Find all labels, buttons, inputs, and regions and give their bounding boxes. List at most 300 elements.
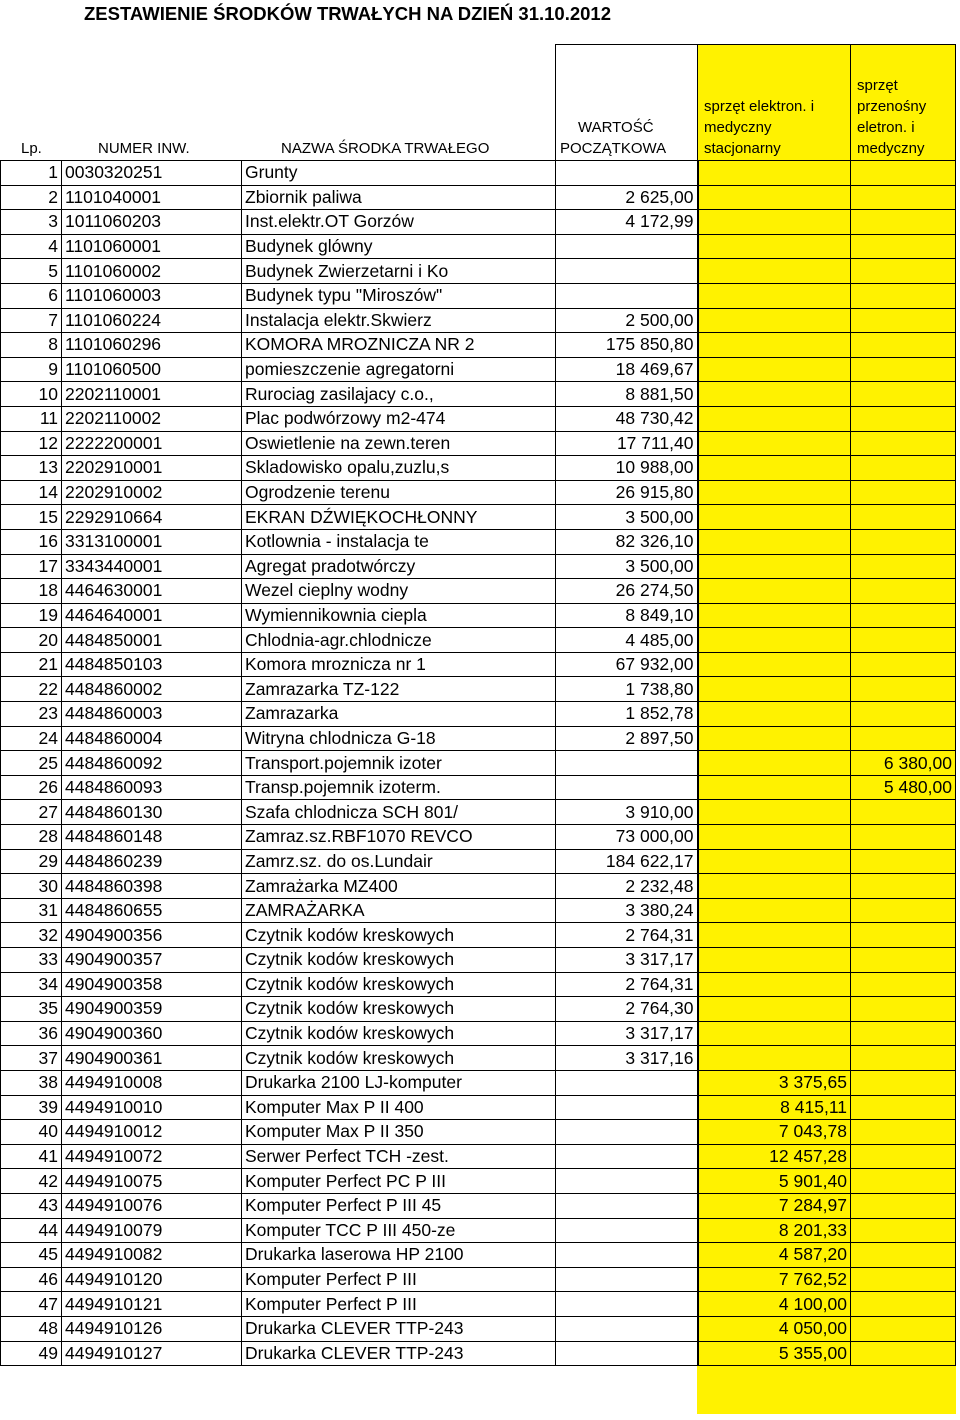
- row-lp: 6: [1, 283, 62, 308]
- row-lp: 4: [1, 234, 62, 259]
- row-portable-value: [851, 283, 956, 308]
- row-nazwa: Komputer Perfect P III: [242, 1267, 556, 1292]
- table-row: [1, 382, 956, 407]
- table-row: [1, 210, 956, 235]
- row-portable-value: [851, 529, 956, 554]
- row-wartosc: [556, 1095, 698, 1120]
- row-lp: 43: [1, 1193, 62, 1218]
- row-numer: 4484860004: [62, 726, 242, 751]
- row-numer: 2202910001: [62, 456, 242, 481]
- row-nazwa: Zamrazarka: [242, 702, 556, 727]
- row-stationary-value: [698, 825, 851, 850]
- row-nazwa: Zamrz.sz. do os.Lundair: [242, 849, 556, 874]
- row-stationary-value: [698, 775, 851, 800]
- row-stationary-value: [698, 948, 851, 973]
- row-wartosc: [556, 259, 698, 284]
- row-nazwa: Drukarka CLEVER TTP-243: [242, 1341, 556, 1366]
- row-portable-value: [851, 1193, 956, 1218]
- row-wartosc: 4 485,00: [556, 628, 698, 653]
- row-numer: 1101040001: [62, 185, 242, 210]
- row-numer: 0030320251: [62, 161, 242, 186]
- row-stationary-value: [698, 382, 851, 407]
- row-lp: 45: [1, 1243, 62, 1268]
- row-wartosc: [556, 234, 698, 259]
- row-lp: 32: [1, 923, 62, 948]
- row-portable-value: [851, 259, 956, 284]
- row-nazwa: Witryna chlodnicza G-18: [242, 726, 556, 751]
- row-numer: 1101060002: [62, 259, 242, 284]
- row-wartosc: 3 500,00: [556, 505, 698, 530]
- row-numer: 4494910127: [62, 1341, 242, 1366]
- table-row: [1, 1316, 956, 1341]
- row-portable-value: [851, 628, 956, 653]
- row-portable-value: [851, 1316, 956, 1341]
- row-stationary-value: 8 415,11: [698, 1095, 851, 1120]
- row-lp: 33: [1, 948, 62, 973]
- row-wartosc: 3 317,16: [556, 1046, 698, 1071]
- header-wartosc-1: WARTOŚĆ: [578, 119, 654, 136]
- row-nazwa: Czytnik kodów kreskowych: [242, 1021, 556, 1046]
- row-portable-value: [851, 308, 956, 333]
- row-lp: 21: [1, 652, 62, 677]
- row-wartosc: 2 764,31: [556, 923, 698, 948]
- row-stationary-value: [698, 652, 851, 677]
- table-row: [1, 628, 956, 653]
- row-nazwa: Wymiennikownia ciepla: [242, 603, 556, 628]
- table-row: [1, 333, 956, 358]
- row-lp: 11: [1, 406, 62, 431]
- row-numer: 1101060001: [62, 234, 242, 259]
- row-nazwa: Agregat pradotwórczy: [242, 554, 556, 579]
- table-row: [1, 948, 956, 973]
- table-row: [1, 1070, 956, 1095]
- table-row: [1, 1021, 956, 1046]
- row-nazwa: Inst.elektr.OT Gorzów: [242, 210, 556, 235]
- row-stationary-value: [698, 283, 851, 308]
- row-stationary-value: [698, 505, 851, 530]
- header-col1-line1: sprzęt elektron. i: [704, 98, 815, 115]
- row-wartosc: 184 622,17: [556, 849, 698, 874]
- row-portable-value: [851, 1267, 956, 1292]
- row-portable-value: [851, 997, 956, 1022]
- table-row: [1, 456, 956, 481]
- row-lp: 39: [1, 1095, 62, 1120]
- row-wartosc: 2 764,30: [556, 997, 698, 1022]
- row-portable-value: [851, 1243, 956, 1268]
- row-numer: 4484860655: [62, 898, 242, 923]
- table-row: [1, 161, 956, 186]
- table-row: [1, 1218, 956, 1243]
- row-wartosc: [556, 1341, 698, 1366]
- row-portable-value: [851, 948, 956, 973]
- row-nazwa: Komputer Perfect P III 45: [242, 1193, 556, 1218]
- row-lp: 12: [1, 431, 62, 456]
- row-lp: 5: [1, 259, 62, 284]
- row-numer: 4494910121: [62, 1292, 242, 1317]
- row-wartosc: 3 500,00: [556, 554, 698, 579]
- header-divider: [955, 44, 956, 160]
- header-wartosc-2: POCZĄTKOWA: [560, 140, 667, 157]
- row-nazwa: Zbiornik paliwa: [242, 185, 556, 210]
- row-lp: 29: [1, 849, 62, 874]
- table-row: [1, 185, 956, 210]
- row-wartosc: 67 932,00: [556, 652, 698, 677]
- row-lp: 14: [1, 480, 62, 505]
- table-row: [1, 357, 956, 382]
- row-wartosc: [556, 1070, 698, 1095]
- row-lp: 40: [1, 1120, 62, 1145]
- row-wartosc: 17 711,40: [556, 431, 698, 456]
- row-wartosc: 26 915,80: [556, 480, 698, 505]
- row-nazwa: ZAMRAŻARKA: [242, 898, 556, 923]
- row-nazwa: Czytnik kodów kreskowych: [242, 923, 556, 948]
- row-nazwa: Grunty: [242, 161, 556, 186]
- row-stationary-value: 7 284,97: [698, 1193, 851, 1218]
- row-wartosc: 2 500,00: [556, 308, 698, 333]
- row-numer: 4904900358: [62, 972, 242, 997]
- table-row: [1, 972, 956, 997]
- row-portable-value: [851, 234, 956, 259]
- row-wartosc: [556, 1267, 698, 1292]
- row-numer: 1101060500: [62, 357, 242, 382]
- row-wartosc: 2 764,31: [556, 972, 698, 997]
- row-stationary-value: [698, 406, 851, 431]
- row-lp: 38: [1, 1070, 62, 1095]
- row-stationary-value: [698, 603, 851, 628]
- row-wartosc: 8 849,10: [556, 603, 698, 628]
- row-nazwa: Szafa chlodnicza SCH 801/: [242, 800, 556, 825]
- row-lp: 22: [1, 677, 62, 702]
- table-row: [1, 283, 956, 308]
- row-wartosc: [556, 1316, 698, 1341]
- row-stationary-value: 7 043,78: [698, 1120, 851, 1145]
- table-row: [1, 406, 956, 431]
- row-wartosc: 82 326,10: [556, 529, 698, 554]
- row-numer: 4494910010: [62, 1095, 242, 1120]
- row-lp: 23: [1, 702, 62, 727]
- row-portable-value: [851, 677, 956, 702]
- row-stationary-value: 5 901,40: [698, 1169, 851, 1194]
- row-nazwa: Serwer Perfect TCH -zest.: [242, 1144, 556, 1169]
- row-stationary-value: [698, 997, 851, 1022]
- row-lp: 16: [1, 529, 62, 554]
- row-portable-value: [851, 357, 956, 382]
- row-numer: 1101060003: [62, 283, 242, 308]
- row-lp: 20: [1, 628, 62, 653]
- row-nazwa: Budynek glówny: [242, 234, 556, 259]
- row-numer: 4484860148: [62, 825, 242, 850]
- row-lp: 30: [1, 874, 62, 899]
- table-row: [1, 702, 956, 727]
- row-lp: 26: [1, 775, 62, 800]
- row-wartosc: [556, 751, 698, 776]
- table-row: [1, 775, 956, 800]
- table-row: [1, 923, 956, 948]
- table-row: [1, 898, 956, 923]
- row-wartosc: 48 730,42: [556, 406, 698, 431]
- row-wartosc: [556, 1193, 698, 1218]
- row-lp: 37: [1, 1046, 62, 1071]
- row-lp: 18: [1, 579, 62, 604]
- row-portable-value: [851, 1144, 956, 1169]
- table-row: [1, 1095, 956, 1120]
- row-stationary-value: [698, 234, 851, 259]
- row-stationary-value: [698, 357, 851, 382]
- row-nazwa: EKRAN DŹWIĘKOCHŁONNY: [242, 505, 556, 530]
- row-nazwa: Wezel cieplny wodny: [242, 579, 556, 604]
- row-wartosc: 175 850,80: [556, 333, 698, 358]
- row-wartosc: [556, 1120, 698, 1145]
- row-stationary-value: [698, 800, 851, 825]
- row-numer: 1101060224: [62, 308, 242, 333]
- row-lp: 2: [1, 185, 62, 210]
- row-stationary-value: [698, 677, 851, 702]
- row-portable-value: [851, 1341, 956, 1366]
- page-title: ZESTAWIENIE ŚRODKÓW TRWAŁYCH NA DZIEŃ 31.10.2012: [84, 3, 611, 24]
- row-numer: 4494910120: [62, 1267, 242, 1292]
- table-row: [1, 677, 956, 702]
- table-row: [1, 1193, 956, 1218]
- row-nazwa: Plac podwórzowy m2-474: [242, 406, 556, 431]
- row-portable-value: [851, 603, 956, 628]
- row-lp: 28: [1, 825, 62, 850]
- row-numer: 4494910072: [62, 1144, 242, 1169]
- row-wartosc: 8 881,50: [556, 382, 698, 407]
- row-stationary-value: [698, 529, 851, 554]
- row-stationary-value: [698, 751, 851, 776]
- table-row: [1, 308, 956, 333]
- row-stationary-value: [698, 579, 851, 604]
- row-numer: 1101060296: [62, 333, 242, 358]
- row-lp: 1: [1, 161, 62, 186]
- row-lp: 31: [1, 898, 62, 923]
- row-portable-value: [851, 874, 956, 899]
- row-numer: 4494910126: [62, 1316, 242, 1341]
- row-stationary-value: 3 375,65: [698, 1070, 851, 1095]
- row-numer: 4904900359: [62, 997, 242, 1022]
- row-numer: 2292910664: [62, 505, 242, 530]
- row-portable-value: [851, 1218, 956, 1243]
- table-row: [1, 652, 956, 677]
- row-portable-value: [851, 480, 956, 505]
- row-stationary-value: [698, 726, 851, 751]
- row-numer: 4904900356: [62, 923, 242, 948]
- row-nazwa: Zamrażarka MZ400: [242, 874, 556, 899]
- row-portable-value: [851, 800, 956, 825]
- row-stationary-value: 8 201,33: [698, 1218, 851, 1243]
- table-row: [1, 529, 956, 554]
- header-lp: Lp.: [21, 140, 42, 157]
- row-nazwa: Rurociag zasilajacy c.o.,: [242, 382, 556, 407]
- row-wartosc: 73 000,00: [556, 825, 698, 850]
- row-stationary-value: [698, 431, 851, 456]
- row-lp: 34: [1, 972, 62, 997]
- row-wartosc: [556, 283, 698, 308]
- row-numer: 4494910076: [62, 1193, 242, 1218]
- row-stationary-value: [698, 702, 851, 727]
- table-row: [1, 1144, 956, 1169]
- row-wartosc: 4 172,99: [556, 210, 698, 235]
- row-numer: 4494910079: [62, 1218, 242, 1243]
- row-numer: 4484860092: [62, 751, 242, 776]
- row-numer: 4494910012: [62, 1120, 242, 1145]
- row-nazwa: Komputer Max P II 350: [242, 1120, 556, 1145]
- row-lp: 8: [1, 333, 62, 358]
- row-nazwa: Drukarka 2100 LJ-komputer: [242, 1070, 556, 1095]
- row-lp: 49: [1, 1341, 62, 1366]
- row-nazwa: Transport.pojemnik izoter: [242, 751, 556, 776]
- row-nazwa: Kotlownia - instalacja te: [242, 529, 556, 554]
- row-portable-value: [851, 210, 956, 235]
- row-numer: 4484860002: [62, 677, 242, 702]
- row-wartosc: 26 274,50: [556, 579, 698, 604]
- row-stationary-value: [698, 185, 851, 210]
- table-row: [1, 1267, 956, 1292]
- row-lp: 41: [1, 1144, 62, 1169]
- row-wartosc: 2 897,50: [556, 726, 698, 751]
- row-wartosc: 3 380,24: [556, 898, 698, 923]
- header-divider: [850, 44, 851, 160]
- row-numer: 4904900361: [62, 1046, 242, 1071]
- row-numer: 1011060203: [62, 210, 242, 235]
- row-nazwa: Czytnik kodów kreskowych: [242, 1046, 556, 1071]
- row-lp: 10: [1, 382, 62, 407]
- row-numer: 2202910002: [62, 480, 242, 505]
- assets-table-body: [1, 161, 956, 1366]
- row-nazwa: Instalacja elektr.Skwierz: [242, 308, 556, 333]
- row-stationary-value: [698, 210, 851, 235]
- header-col2-line1: sprzęt: [857, 77, 898, 94]
- header-col2-line3: eletron. i: [857, 119, 915, 136]
- row-wartosc: 3 317,17: [556, 1021, 698, 1046]
- row-numer: 4484860398: [62, 874, 242, 899]
- row-nazwa: Budynek Zwierzetarni i Ko: [242, 259, 556, 284]
- row-numer: 3313100001: [62, 529, 242, 554]
- row-portable-value: [851, 1070, 956, 1095]
- row-wartosc: 1 738,80: [556, 677, 698, 702]
- row-numer: 4464630001: [62, 579, 242, 604]
- row-stationary-value: [698, 972, 851, 997]
- row-portable-value: [851, 431, 956, 456]
- row-wartosc: [556, 1218, 698, 1243]
- row-wartosc: 2 232,48: [556, 874, 698, 899]
- row-stationary-value: [698, 161, 851, 186]
- table-row: [1, 1169, 956, 1194]
- row-nazwa: Skladowisko opalu,zuzlu,s: [242, 456, 556, 481]
- row-lp: 9: [1, 357, 62, 382]
- table-row: [1, 825, 956, 850]
- row-wartosc: [556, 1292, 698, 1317]
- row-nazwa: Budynek typu "Miroszów": [242, 283, 556, 308]
- row-portable-value: [851, 972, 956, 997]
- row-lp: 15: [1, 505, 62, 530]
- row-lp: 27: [1, 800, 62, 825]
- row-lp: 42: [1, 1169, 62, 1194]
- row-lp: 46: [1, 1267, 62, 1292]
- row-lp: 47: [1, 1292, 62, 1317]
- row-stationary-value: [698, 628, 851, 653]
- row-stationary-value: [698, 898, 851, 923]
- row-stationary-value: [698, 923, 851, 948]
- row-nazwa: Zamraz.sz.RBF1070 REVCO: [242, 825, 556, 850]
- row-wartosc: 3 910,00: [556, 800, 698, 825]
- table-row: [1, 579, 956, 604]
- table-row: [1, 1243, 956, 1268]
- row-portable-value: [851, 333, 956, 358]
- row-numer: 4484860130: [62, 800, 242, 825]
- row-portable-value: [851, 1292, 956, 1317]
- row-stationary-value: 12 457,28: [698, 1144, 851, 1169]
- table-row: [1, 554, 956, 579]
- row-nazwa: Komora mroznicza nr 1: [242, 652, 556, 677]
- header-top-rule: [555, 44, 956, 45]
- row-wartosc: [556, 775, 698, 800]
- row-stationary-value: [698, 1046, 851, 1071]
- row-portable-value: [851, 579, 956, 604]
- table-row: [1, 480, 956, 505]
- table-row: [1, 1292, 956, 1317]
- row-portable-value: [851, 825, 956, 850]
- row-lp: 24: [1, 726, 62, 751]
- row-wartosc: 3 317,17: [556, 948, 698, 973]
- header-col2-line2: przenośny: [857, 98, 927, 115]
- header-col2-line4: medyczny: [857, 140, 925, 157]
- row-nazwa: Oswietlenie na zewn.teren: [242, 431, 556, 456]
- row-nazwa: Drukarka CLEVER TTP-243: [242, 1316, 556, 1341]
- table-row: [1, 603, 956, 628]
- table-row: [1, 1341, 956, 1366]
- row-portable-value: [851, 702, 956, 727]
- table-row: [1, 1046, 956, 1071]
- row-lp: 17: [1, 554, 62, 579]
- row-stationary-value: 7 762,52: [698, 1267, 851, 1292]
- table-row: [1, 849, 956, 874]
- row-numer: 4494910082: [62, 1243, 242, 1268]
- row-portable-value: [851, 849, 956, 874]
- header-divider: [555, 44, 556, 160]
- row-stationary-value: [698, 849, 851, 874]
- table-row: [1, 800, 956, 825]
- row-portable-value: [851, 1120, 956, 1145]
- row-portable-value: [851, 161, 956, 186]
- header-col1-line2: medyczny: [704, 119, 772, 136]
- row-stationary-value: 4 100,00: [698, 1292, 851, 1317]
- row-stationary-value: [698, 874, 851, 899]
- table-row: [1, 997, 956, 1022]
- row-wartosc: 18 469,67: [556, 357, 698, 382]
- table-row: [1, 431, 956, 456]
- row-nazwa: Komputer Max P II 400: [242, 1095, 556, 1120]
- row-portable-value: [851, 185, 956, 210]
- row-nazwa: Drukarka laserowa HP 2100: [242, 1243, 556, 1268]
- row-portable-value: [851, 1046, 956, 1071]
- row-lp: 44: [1, 1218, 62, 1243]
- row-portable-value: [851, 652, 956, 677]
- row-nazwa: Czytnik kodów kreskowych: [242, 997, 556, 1022]
- row-numer: 3343440001: [62, 554, 242, 579]
- row-portable-value: [851, 1169, 956, 1194]
- row-numer: 4494910075: [62, 1169, 242, 1194]
- row-stationary-value: [698, 456, 851, 481]
- row-wartosc: [556, 161, 698, 186]
- header-numer: NUMER INW.: [98, 140, 190, 157]
- row-nazwa: Komputer Perfect PC P III: [242, 1169, 556, 1194]
- row-numer: 4484850103: [62, 652, 242, 677]
- row-stationary-value: 4 050,00: [698, 1316, 851, 1341]
- row-nazwa: Komputer TCC P III 450-ze: [242, 1218, 556, 1243]
- row-numer: 4484860003: [62, 702, 242, 727]
- row-numer: 4904900357: [62, 948, 242, 973]
